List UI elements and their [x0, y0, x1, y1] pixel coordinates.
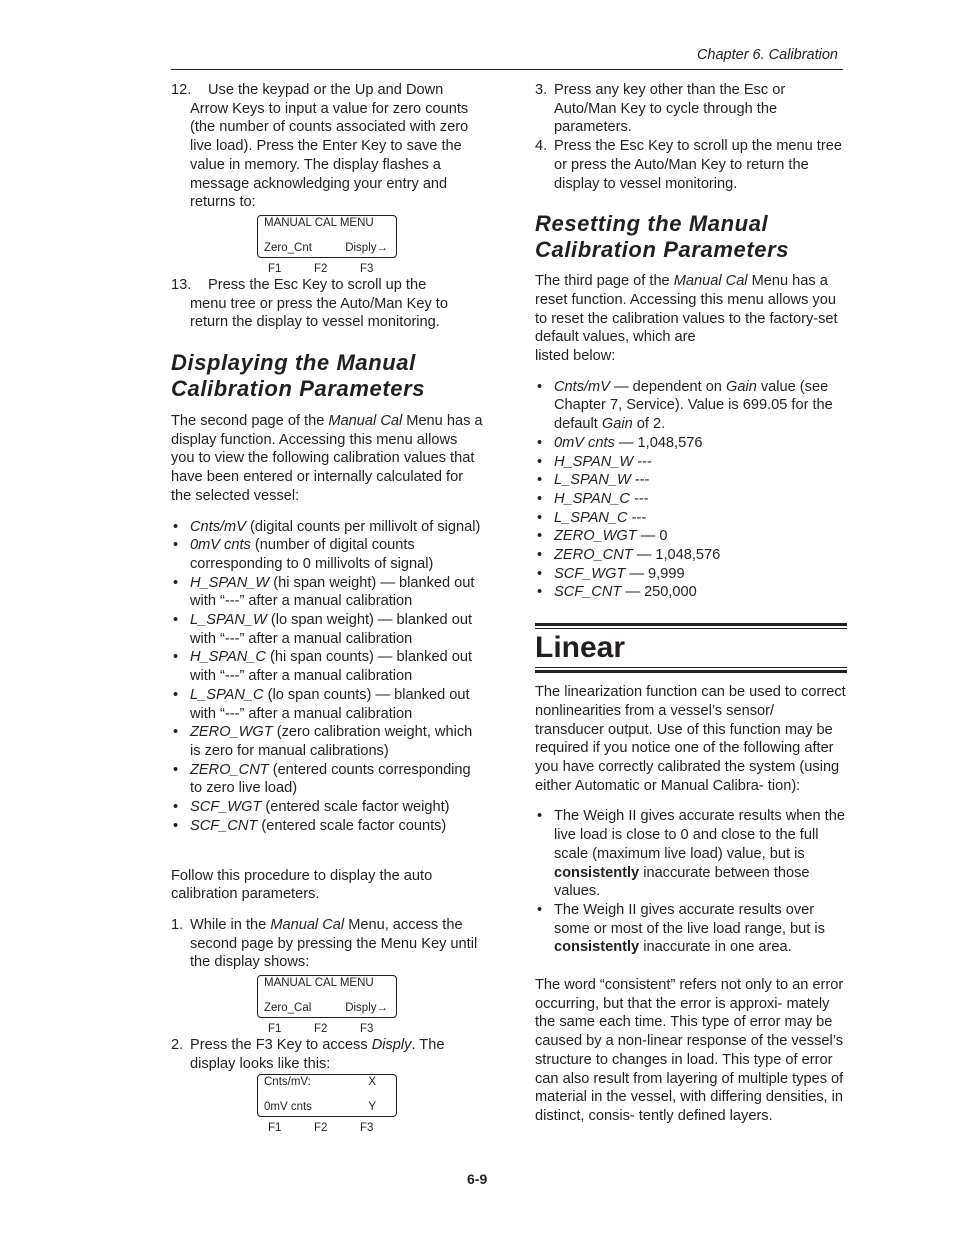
- reset-params-list: [535, 378, 847, 602]
- list-item: • Cnts/mV — dependent on Gain value (see Chapter 7, Service). Value is 699.05 for the default Gain of 2.: [537, 378, 833, 433]
- function-keys: [257, 1018, 483, 1034]
- list-item: • SCF_WGT — 9,999: [537, 565, 685, 582]
- page-number: 6-9: [467, 1171, 488, 1187]
- step-text: Press the Esc Key to scroll up the menu tree or press the Auto/Man Key to return the display to vessel monitoring.: [554, 138, 842, 192]
- follow-procedure-text: Follow this procedure to display the auto calibration parameters.: [171, 867, 433, 903]
- lcd-line-2-right: Disply→: [345, 1002, 388, 1015]
- f2-key-label: F2: [314, 1122, 328, 1135]
- heading-line-1: Displaying the Manual: [171, 350, 416, 376]
- step-number: 13.: [171, 276, 192, 293]
- list-item: • The Weigh II gives accurate results when the live load is close to 0 and close to the full scale (maximum live load) value, but is consistently inaccurate between those values.: [537, 808, 845, 900]
- list-item: • The Weigh II gives accurate results over some or most of the live load range, but is consistently inaccurate in one area.: [537, 901, 825, 956]
- list-item: • 0mV cnts — 1,048,576: [537, 434, 703, 451]
- header-rule: [171, 69, 843, 70]
- step-number: 1.: [171, 916, 184, 933]
- lcd-line-2-left: 0mV cnts: [264, 1101, 312, 1114]
- list-item: • SCF_WGT (entered scale factor weight): [173, 799, 450, 816]
- display-intro-paragraph: The second page of the Manual Cal Menu has a display function. Accessing this menu allows you to view the following calibration values that have been entered or internally calculated for the selected vessel:: [171, 413, 483, 504]
- heading-line-1: Resetting the Manual: [535, 211, 769, 237]
- linear-section-header: [535, 623, 847, 673]
- list-item: • SCF_CNT (entered scale factor counts): [173, 817, 447, 834]
- lcd-line-1: MANUAL CAL MENU: [264, 977, 374, 990]
- list-item: • ZERO_WGT (zero calibration weight, which is zero for manual calibrations): [173, 724, 473, 759]
- lcd-line-2-right: Disply→: [345, 241, 388, 254]
- display-params-list: [171, 518, 483, 836]
- step-2: 2. Press the F3 Key to access Disply. The display looks like this:: [171, 1037, 445, 1072]
- f2-key-label: F2: [314, 262, 328, 275]
- step-number: 2.: [171, 1037, 184, 1054]
- list-item: • H_SPAN_C ---: [537, 490, 649, 507]
- list-item: • H_SPAN_C (hi span counts) — blanked out with “---” after a manual calibration: [173, 649, 473, 685]
- lcd-line-1: MANUAL CAL MENU: [264, 216, 374, 229]
- step-3: [535, 81, 847, 137]
- list-item: • H_SPAN_W ---: [537, 453, 652, 470]
- lcd-display-zero-cal: [257, 975, 397, 1018]
- lcd-display-cnts: [257, 1074, 397, 1117]
- step-number: 3.: [535, 82, 548, 98]
- list-item: • L_SPAN_W ---: [537, 472, 650, 489]
- reset-intro-paragraph: The third page of the Manual Cal Menu has a reset function. Accessing this menu allows you to reset the calibration values to the factory-set default values, which are listed below:: [535, 273, 838, 365]
- lcd-line-1-left: Cnts/mV:: [264, 1076, 311, 1089]
- linear-bottom-rule-thick: [535, 670, 847, 673]
- step-13: [171, 276, 483, 332]
- linear-top-rule-thin: [535, 628, 847, 629]
- linear-conditions-list: [535, 807, 847, 957]
- linear-title: Linear: [535, 631, 626, 665]
- step-first-line: Press the Esc Key to scroll up the: [208, 276, 427, 293]
- list-item: • ZERO_CNT (entered counts corresponding to zero live load): [173, 761, 471, 797]
- step-number: 12.: [171, 82, 192, 98]
- heading-displaying-params: [171, 350, 483, 402]
- step-4: [535, 137, 847, 193]
- linear-intro-paragraph: The linearization function can be used to correct nonlinearities from a vessel’s sensor/ transducer output. Use of this function may be required if you notice one of the following after you have correctly calibrated the system (using either Automatic or Manual Calibra- tion):: [535, 684, 846, 794]
- step-text: menu tree or press the Auto/Man Key to return the display to vessel monitoring.: [190, 295, 448, 331]
- list-item: • ZERO_CNT — 1,048,576: [537, 547, 721, 564]
- list-item: • ZERO_WGT — 0: [537, 528, 668, 545]
- step-1: 1. While in the Manual Cal Menu, access the second page by pressing the Menu Key until the display shows:: [171, 916, 478, 971]
- list-item: • L_SPAN_C ---: [537, 509, 647, 526]
- function-keys: [257, 1117, 483, 1133]
- step-text: Arrow Keys to input a value for zero counts (the number of counts associated with zero live load). Press the Enter Key to save the value in memory. The display flashes a message acknowledging your entry and returns to:: [190, 100, 469, 211]
- lcd-line-2-left: Zero_Cal: [264, 1002, 312, 1015]
- lcd-line-2-left: Zero_Cnt: [264, 241, 312, 254]
- list-item: • 0mV cnts (number of digital counts corresponding to 0 millivolts of signal): [173, 537, 434, 572]
- heading-resetting-params: [535, 211, 847, 263]
- list-item: • SCF_CNT — 250,000: [537, 584, 697, 601]
- list-item: • Cnts/mV (digital counts per millivolt of signal): [173, 518, 481, 535]
- step-number: 4.: [535, 138, 548, 155]
- step-first-line: Use the keypad or the Up and Down: [208, 82, 444, 98]
- function-keys: [257, 258, 483, 274]
- linear-bottom-rule-thin: [535, 667, 847, 668]
- list-item: • H_SPAN_W (hi span weight) — blanked out with “---” after a manual calibration: [173, 574, 475, 610]
- left-column: [171, 81, 483, 1133]
- list-item: • L_SPAN_W (lo span weight) — blanked out with “---” after a manual calibration: [173, 612, 473, 647]
- consistent-paragraph: The word “consistent” refers not only to an error occurring, but that the error is approxi- mately the same each time. This type of error may be caused by a non-linear response of the vessel’s structure to changes in load. This type of error can also result from layering of multiple types of material in the vessel, with differing densities, in distinct, consis- tently defined layers.: [535, 977, 844, 1124]
- list-item: • L_SPAN_C (lo span counts) — blanked out with “---” after a manual calibration: [173, 686, 470, 722]
- f3-key-label: F3: [360, 1023, 374, 1036]
- heading-line-2: Calibration Parameters: [535, 237, 790, 263]
- heading-line-2: Calibration Parameters: [171, 376, 426, 402]
- f3-key-label: F3: [360, 262, 374, 275]
- f1-key-label: F1: [268, 1122, 282, 1135]
- f3-key-label: F3: [360, 1122, 374, 1135]
- f2-key-label: F2: [314, 1023, 328, 1036]
- lcd-display-zero-cnt: [257, 215, 397, 258]
- chapter-header: Chapter 6. Calibration: [696, 47, 838, 63]
- f1-key-label: F1: [268, 262, 282, 275]
- f1-key-label: F1: [268, 1023, 282, 1036]
- step-12: [171, 81, 483, 212]
- lcd-line-1-right: X: [368, 1076, 376, 1089]
- step-text: Press any key other than the Esc or Auto/Man Key to cycle through the parameters.: [554, 82, 786, 136]
- linear-top-rule-thick: [535, 623, 847, 626]
- right-column: [535, 81, 847, 1126]
- lcd-line-2-right: Y: [368, 1101, 376, 1114]
